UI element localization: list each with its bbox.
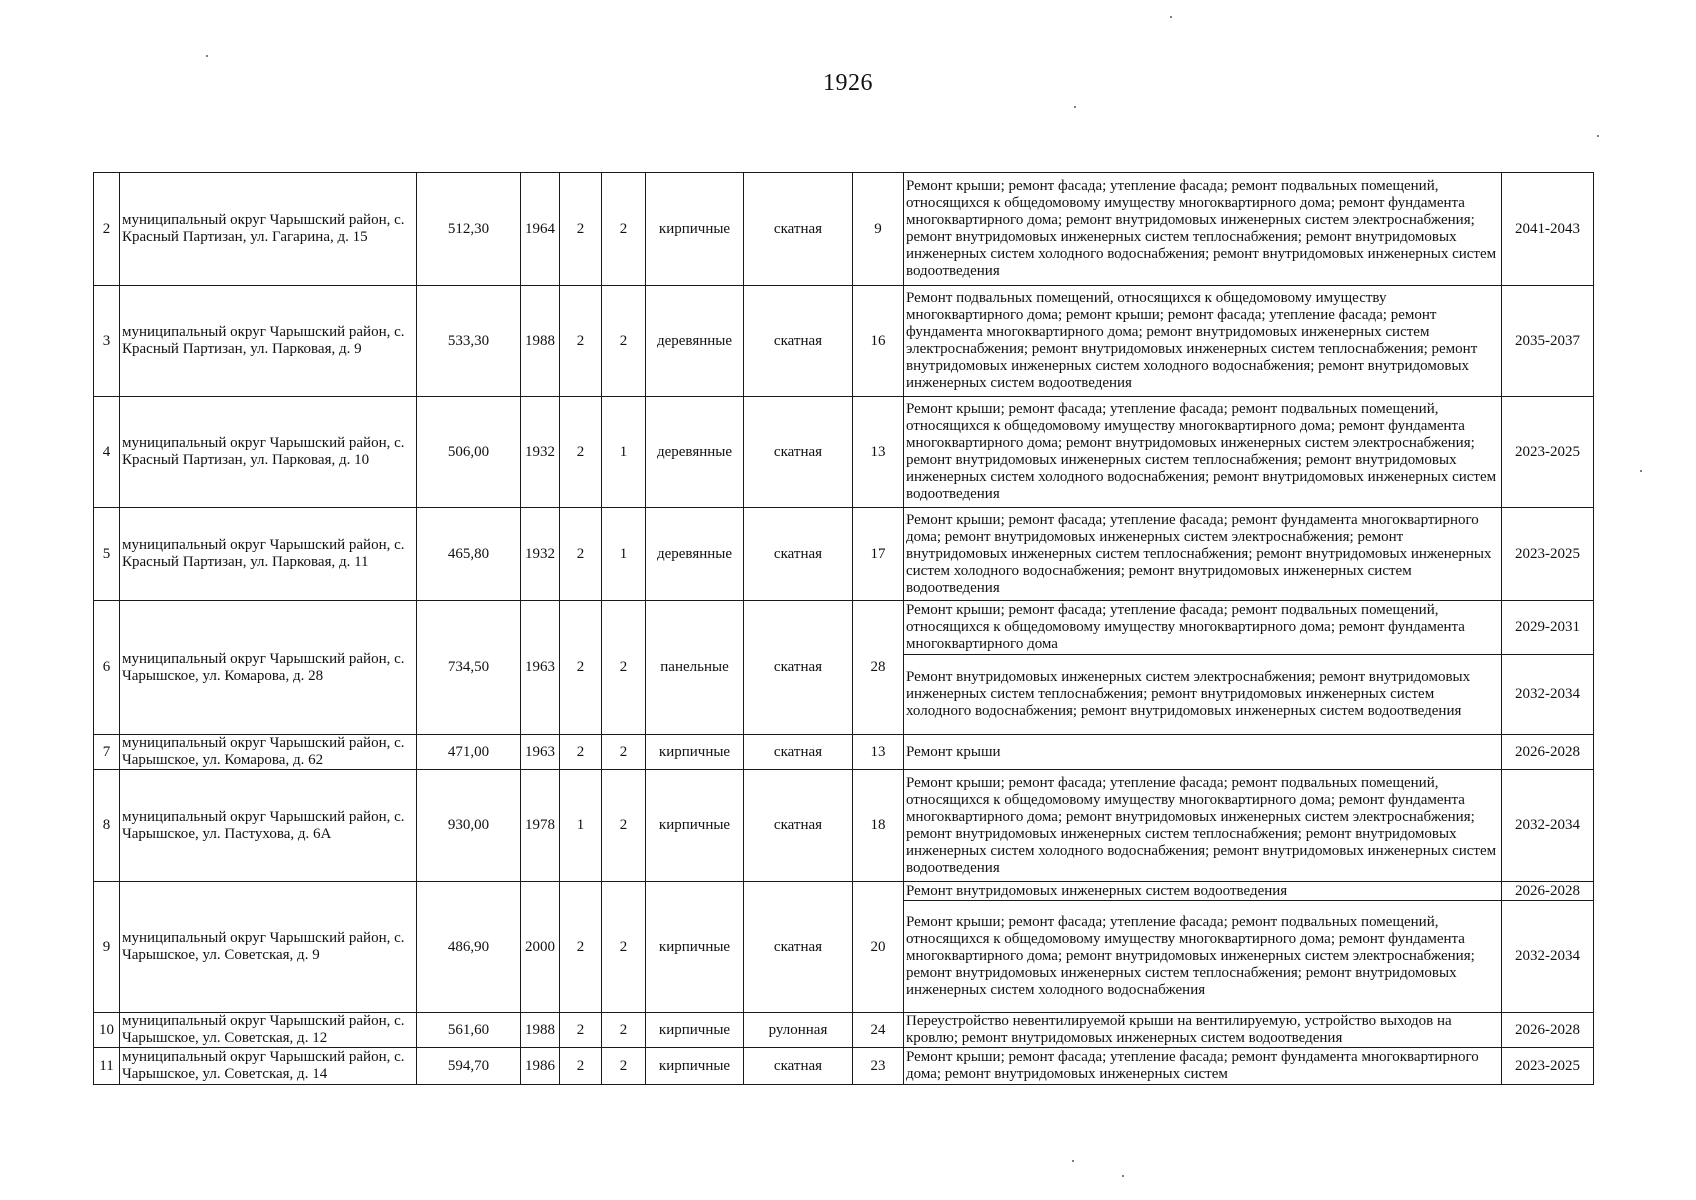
roof-type-cell: скатная (744, 882, 853, 1013)
table-row (94, 1048, 1594, 1085)
period-cell: 2032-2034 (1502, 655, 1594, 735)
roof-type-cell: скатная (744, 508, 853, 601)
flats-cell: 9 (853, 173, 904, 286)
scan-speck (1072, 1160, 1074, 1162)
year-cell: 1978 (521, 770, 560, 882)
wall-material-cell: кирпичные (646, 770, 744, 882)
area-cell: 561,60 (417, 1013, 521, 1048)
floors-cell: 2 (560, 1048, 602, 1085)
row-number: 2 (94, 173, 120, 286)
row-number: 11 (94, 1048, 120, 1085)
entrances-cell: 2 (602, 882, 646, 1013)
floors-cell: 2 (560, 735, 602, 770)
scan-speck (1170, 16, 1172, 18)
wall-material-cell: кирпичные (646, 882, 744, 1013)
table-body (94, 173, 1594, 1085)
year-cell: 1964 (521, 173, 560, 286)
entrances-cell: 1 (602, 397, 646, 508)
works-list-cell: Ремонт крыши; ремонт фасада; утепление фасада; ремонт подвальных помещений, относящихся к общедомовому имуществу многоквартирного дома; ремонт фундамента многоквартирного дома; ремонт внутридомовых инженерных систем электроснабжения; ремонт внутридомовых инженерных систем теплоснабжения; ремонт внутридомовых инженерных систем холодного водоснабжения; ремонт внутридомовых инженерных систем водоотведения (904, 397, 1502, 508)
works-list-cell: Ремонт крыши; ремонт фасада; утепление фасада; ремонт подвальных помещений, относящихся к общедомовому имуществу многоквартирного дома; ремонт фундамента многоквартирного дома; ремонт внутридомовых инженерных систем электроснабжения; ремонт внутридомовых инженерных систем теплоснабжения; ремонт внутридомовых инженерных систем холодного водоснабжения; ремонт внутридомовых инженерных систем водоотведения (904, 173, 1502, 286)
entrances-cell: 2 (602, 735, 646, 770)
period-cell: 2023-2025 (1502, 1048, 1594, 1085)
works-list-cell: Переустройство невентилируемой крыши на вентилируемую, устройство выходов на кровлю; ремонт внутридомовых инженерных систем водоотведения (904, 1013, 1502, 1048)
table-row (94, 397, 1594, 508)
roof-type-cell: скатная (744, 286, 853, 397)
address-cell: муниципальный округ Чарышский район, с. Красный Партизан, ул. Парковая, д. 9 (120, 286, 417, 397)
roof-type-cell: скатная (744, 770, 853, 882)
scan-speck (1074, 106, 1076, 108)
year-cell: 1988 (521, 1013, 560, 1048)
flats-cell: 28 (853, 601, 904, 735)
period-cell: 2026-2028 (1502, 735, 1594, 770)
works-list-cell: Ремонт крыши; ремонт фасада; утепление фасада; ремонт фундамента многоквартирного дома; ремонт внутридомовых инженерных систем (904, 1048, 1502, 1085)
works-list-cell: Ремонт крыши (904, 735, 1502, 770)
row-number: 5 (94, 508, 120, 601)
flats-cell: 13 (853, 735, 904, 770)
table-row (94, 173, 1594, 286)
works-list-cell: Ремонт подвальных помещений, относящихся к общедомовому имуществу многоквартирного дома; ремонт крыши; ремонт фасада; утепление фасада; ремонт фундамента многоквартирного дома; ремонт внутридомовых инженерных систем электроснабжения; ремонт внутридомовых инженерных систем теплоснабжения; ремонт внутридомовых инженерных систем холодного водоснабжения; ремонт внутридомовых инженерных систем водоотведения (904, 286, 1502, 397)
floors-cell: 2 (560, 1013, 602, 1048)
entrances-cell: 2 (602, 601, 646, 735)
floors-cell: 2 (560, 173, 602, 286)
roof-type-cell: скатная (744, 1048, 853, 1085)
floors-cell: 1 (560, 770, 602, 882)
entrances-cell: 2 (602, 1048, 646, 1085)
table-row (94, 735, 1594, 770)
area-cell: 506,00 (417, 397, 521, 508)
entrances-cell: 2 (602, 286, 646, 397)
flats-cell: 18 (853, 770, 904, 882)
floors-cell: 2 (560, 286, 602, 397)
table-row (94, 601, 1594, 655)
scan-speck (1640, 470, 1642, 472)
wall-material-cell: кирпичные (646, 1013, 744, 1048)
roof-type-cell: скатная (744, 173, 853, 286)
entrances-cell: 2 (602, 1013, 646, 1048)
period-cell: 2026-2028 (1502, 882, 1594, 901)
roof-type-cell: скатная (744, 735, 853, 770)
address-cell: муниципальный округ Чарышский район, с. Чарышское, ул. Советская, д. 12 (120, 1013, 417, 1048)
period-cell: 2023-2025 (1502, 508, 1594, 601)
area-cell: 465,80 (417, 508, 521, 601)
table-row (94, 882, 1594, 901)
year-cell: 1932 (521, 508, 560, 601)
address-cell: муниципальный округ Чарышский район, с. Чарышское, ул. Пастухова, д. 6А (120, 770, 417, 882)
flats-cell: 24 (853, 1013, 904, 1048)
address-cell: муниципальный округ Чарышский район, с. Красный Партизан, ул. Парковая, д. 10 (120, 397, 417, 508)
floors-cell: 2 (560, 397, 602, 508)
works-list-cell: Ремонт крыши; ремонт фасада; утепление фасада; ремонт подвальных помещений, относящихся к общедомовому имуществу многоквартирного дома; ремонт фундамента многоквартирного дома; ремонт внутридомовых инженерных систем электроснабжения; ремонт внутридомовых инженерных систем теплоснабжения; ремонт внутридомовых инженерных систем холодного водоснабжения; ремонт внутридомовых инженерных систем водоотведения (904, 770, 1502, 882)
period-cell: 2032-2034 (1502, 901, 1594, 1013)
works-list-cell: Ремонт крыши; ремонт фасада; утепление фасада; ремонт фундамента многоквартирного дома; ремонт внутридомовых инженерных систем электроснабжения; ремонт внутридомовых инженерных систем теплоснабжения; ремонт внутридомовых инженерных систем холодного водоснабжения; ремонт внутридомовых инженерных систем водоотведения (904, 508, 1502, 601)
flats-cell: 13 (853, 397, 904, 508)
wall-material-cell: деревянные (646, 397, 744, 508)
flats-cell: 23 (853, 1048, 904, 1085)
table-row (94, 1013, 1594, 1048)
flats-cell: 16 (853, 286, 904, 397)
period-cell: 2029-2031 (1502, 601, 1594, 655)
wall-material-cell: кирпичные (646, 173, 744, 286)
year-cell: 1963 (521, 735, 560, 770)
area-cell: 734,50 (417, 601, 521, 735)
page-number: 1926 (823, 70, 873, 96)
floors-cell: 2 (560, 601, 602, 735)
period-cell: 2023-2025 (1502, 397, 1594, 508)
row-number: 3 (94, 286, 120, 397)
entrances-cell: 2 (602, 770, 646, 882)
housing-repair-table (93, 172, 1594, 1085)
period-cell: 2032-2034 (1502, 770, 1594, 882)
address-cell: муниципальный округ Чарышский район, с. Чарышское, ул. Комарова, д. 28 (120, 601, 417, 735)
year-cell: 2000 (521, 882, 560, 1013)
floors-cell: 2 (560, 508, 602, 601)
wall-material-cell: деревянные (646, 508, 744, 601)
area-cell: 471,00 (417, 735, 521, 770)
roof-type-cell: скатная (744, 601, 853, 735)
period-cell: 2035-2037 (1502, 286, 1594, 397)
year-cell: 1963 (521, 601, 560, 735)
address-cell: муниципальный округ Чарышский район, с. Красный Партизан, ул. Гагарина, д. 15 (120, 173, 417, 286)
address-cell: муниципальный округ Чарышский район, с. Чарышское, ул. Советская, д. 14 (120, 1048, 417, 1085)
wall-material-cell: кирпичные (646, 1048, 744, 1085)
table-row (94, 286, 1594, 397)
works-list-cell: Ремонт внутридомовых инженерных систем водоотведения (904, 882, 1502, 901)
address-cell: муниципальный округ Чарышский район, с. Чарышское, ул. Советская, д. 9 (120, 882, 417, 1013)
area-cell: 533,30 (417, 286, 521, 397)
works-list-cell: Ремонт крыши; ремонт фасада; утепление фасада; ремонт подвальных помещений, относящихся к общедомовому имуществу многоквартирного дома; ремонт фундамента многоквартирного дома; ремонт внутридомовых инженерных систем электроснабжения; ремонт внутридомовых инженерных систем теплоснабжения; ремонт внутридомовых инженерных систем холодного водоснабжения (904, 901, 1502, 1013)
flats-cell: 20 (853, 882, 904, 1013)
row-number: 4 (94, 397, 120, 508)
row-number: 9 (94, 882, 120, 1013)
area-cell: 512,30 (417, 173, 521, 286)
area-cell: 486,90 (417, 882, 521, 1013)
entrances-cell: 1 (602, 508, 646, 601)
period-cell: 2041-2043 (1502, 173, 1594, 286)
table-row (94, 770, 1594, 882)
address-cell: муниципальный округ Чарышский район, с. Чарышское, ул. Комарова, д. 62 (120, 735, 417, 770)
year-cell: 1988 (521, 286, 560, 397)
wall-material-cell: панельные (646, 601, 744, 735)
works-list-cell: Ремонт крыши; ремонт фасада; утепление фасада; ремонт подвальных помещений, относящихся к общедомовому имуществу многоквартирного дома; ремонт фундамента многоквартирного дома (904, 601, 1502, 655)
row-number: 7 (94, 735, 120, 770)
works-list-cell: Ремонт внутридомовых инженерных систем электроснабжения; ремонт внутридомовых инженерных систем теплоснабжения; ремонт внутридомовых инженерных систем холодного водоснабжения; ремонт внутридомовых инженерных систем водоотведения (904, 655, 1502, 735)
wall-material-cell: кирпичные (646, 735, 744, 770)
area-cell: 930,00 (417, 770, 521, 882)
wall-material-cell: деревянные (646, 286, 744, 397)
row-number: 6 (94, 601, 120, 735)
year-cell: 1932 (521, 397, 560, 508)
year-cell: 1986 (521, 1048, 560, 1085)
floors-cell: 2 (560, 882, 602, 1013)
entrances-cell: 2 (602, 173, 646, 286)
roof-type-cell: скатная (744, 397, 853, 508)
address-cell: муниципальный округ Чарышский район, с. Красный Партизан, ул. Парковая, д. 11 (120, 508, 417, 601)
scan-speck (206, 55, 208, 57)
scan-speck (1122, 1175, 1124, 1177)
row-number: 8 (94, 770, 120, 882)
area-cell: 594,70 (417, 1048, 521, 1085)
period-cell: 2026-2028 (1502, 1013, 1594, 1048)
table-row (94, 508, 1594, 601)
roof-type-cell: рулонная (744, 1013, 853, 1048)
row-number: 10 (94, 1013, 120, 1048)
flats-cell: 17 (853, 508, 904, 601)
scan-speck (1597, 135, 1599, 137)
